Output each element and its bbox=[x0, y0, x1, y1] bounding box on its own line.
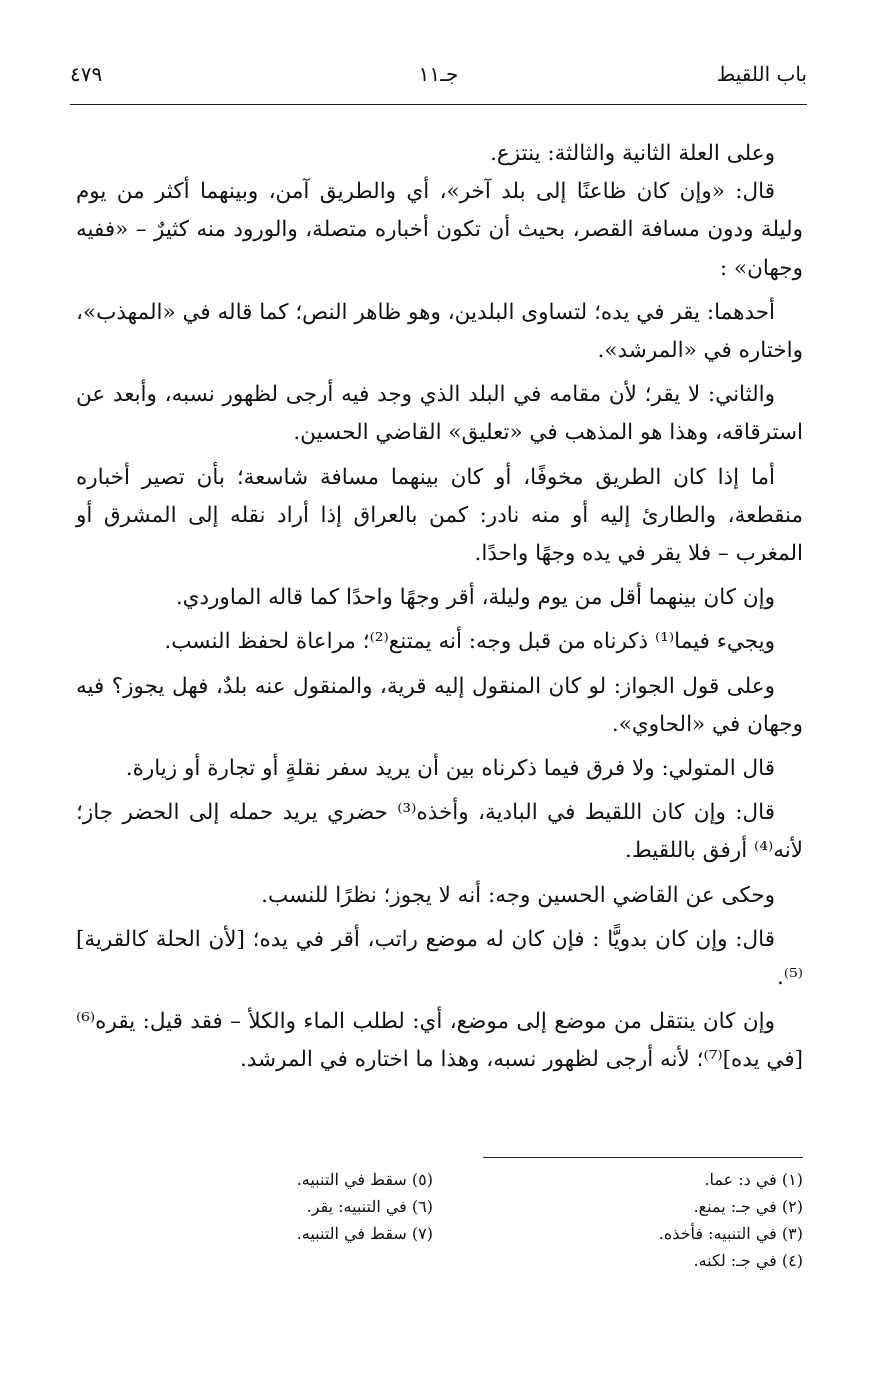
footnote: (٦) في التنبيه: يقر. bbox=[306, 1197, 433, 1216]
footnote-column bbox=[659, 1166, 803, 1274]
page-number: ٤٧٩ bbox=[70, 62, 103, 86]
volume-label: جـ١١ bbox=[418, 62, 459, 86]
paragraph: وإن كان ينتقل من موضع إلى موضع، أي: لطلب الماء والكلأ – فقد قيل: يقره⁽⁶⁾ [في يده]⁽⁷⁾؛ لأنه أرجى لظهور نسبه، وهذا ما اختاره في المرشد. bbox=[76, 1009, 803, 1073]
footnote: (١) في د: عما. bbox=[704, 1170, 803, 1189]
main-text bbox=[76, 135, 803, 1080]
footnote: (٣) في التنبيه: فأخذه. bbox=[658, 1224, 803, 1243]
paragraph: وحكى عن القاضي الحسين وجه: أنه لا يجوز؛ نظرًا للنسب. bbox=[261, 882, 775, 908]
running-title: باب اللقيط bbox=[716, 62, 807, 86]
paragraph: قال المتولي: ولا فرق فيما ذكرناه بين أن يريد سفر نقلةٍ أو تجارة أو زيارة. bbox=[125, 756, 775, 782]
paragraph: أما إذا كان الطريق مخوفًا، أو كان بينهما مسافة شاسعة؛ بأن تصير أخباره منقطعة، والطارئ إليه أو منه نادر: كمن بالعراق إذا أراد نقله إلى المشرق أو المغرب – فلا يقر في يده وجهًا واحدًا. bbox=[76, 464, 803, 567]
paragraph: والثاني: لا يقر؛ لأن مقامه في البلد الذي وجد فيه أرجى لظهور نسبه، وأبعد عن استرقاقه، وهذا هو المذهب في «تعليق» القاضي الحسين. bbox=[76, 382, 803, 446]
paragraph: ويجيء فيما⁽¹⁾ ذكرناه من قبل وجه: أنه يمتنع⁽²⁾؛ مراعاة لحفظ النسب. bbox=[164, 629, 775, 655]
header-divider bbox=[70, 104, 807, 105]
paragraph: قال: وإن كان بدويًّا : فإن كان له موضع راتب، أقر في يده؛ [لأن الحلة كالقرية]⁽⁵⁾. bbox=[76, 926, 803, 991]
paragraph: وعلى قول الجواز: لو كان المنقول إليه قرية، والمنقول عنه بلدٌ، فهل يجوز؟ فيه وجهان في «الحاوي». bbox=[76, 673, 803, 737]
paragraph: أحدهما: يقر في يده؛ لتساوى البلدين، وهو ظاهر النص؛ كما قاله في «المهذب»، واختاره في «المرشد». bbox=[76, 299, 803, 364]
footnote: (٢) في جـ: يمنع. bbox=[693, 1197, 803, 1216]
footnote: (٧) سقط في التنبيه. bbox=[296, 1224, 433, 1243]
paragraph: قال: «وإن كان ظاعنًا إلى بلد آخر»، أي والطريق آمن، وبينهما أكثر من يوم وليلة ودون مسافة القصر، بحيث أن تكون أخباره متصلة، والورود منه كثيرٌ – «ففيه وجهان» : bbox=[76, 179, 803, 281]
footnote: (٥) سقط في التنبيه. bbox=[296, 1170, 433, 1189]
footnote: (٤) في جـ: لكنه. bbox=[693, 1251, 803, 1270]
footnote-divider bbox=[483, 1157, 803, 1158]
paragraph: قال: وإن كان اللقيط في البادية، وأخذه⁽³⁾ حضري يريد حمله إلى الحضر جاز؛ لأنه⁽⁴⁾ أرفق باللقيط. bbox=[76, 800, 803, 864]
footnote-column bbox=[297, 1166, 433, 1247]
paragraph: وإن كان بينهما أقل من يوم وليلة، أقر وجهًا واحدًا كما قاله الماوردي. bbox=[175, 585, 775, 611]
page-header bbox=[70, 62, 807, 92]
paragraph: وعلى العلة الثانية والثالثة: ينتزع. bbox=[490, 141, 775, 166]
